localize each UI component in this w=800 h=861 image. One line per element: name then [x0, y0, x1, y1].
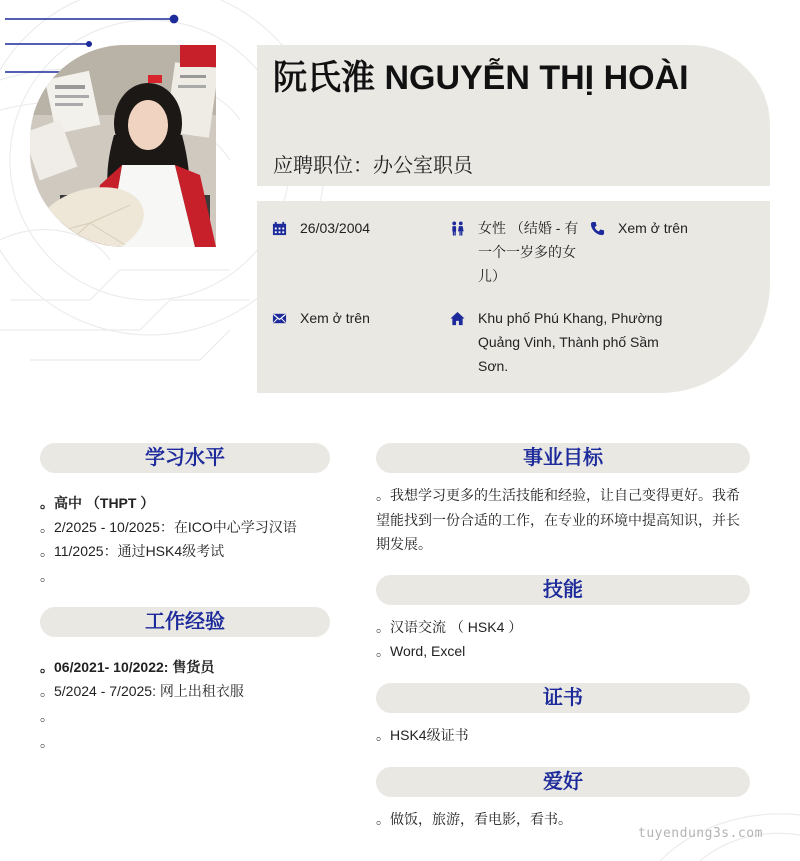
skills-list [376, 615, 750, 663]
list-item: 。 做饭，旅游，看电影，看书。 [376, 811, 572, 827]
calendar-icon [272, 216, 300, 240]
home-icon [450, 306, 478, 378]
phone-text: Xem ở trên [618, 220, 688, 236]
gender-text: 女性 （结婚 - 有一个一岁多的女儿） [478, 220, 579, 284]
hobbies-title: 爱好 [376, 767, 750, 797]
address-text: Khu phố Phú Khang, Phường Quảng Vinh, Thành phố Sầm Sơn. [478, 310, 663, 374]
list-item: 。 Word, Excel [376, 643, 466, 659]
birthdate-text: 26/03/2004 [300, 220, 371, 236]
skills-title: 技能 [376, 575, 750, 605]
info-gender [450, 216, 586, 288]
applied-position: 应聘职位：办公室职员 [273, 155, 473, 177]
envelope-icon [272, 306, 300, 330]
empty-list-item: 。 [40, 708, 54, 724]
list-item: 。 06/2021- 10/2022: 售货员 [40, 659, 215, 675]
list-item: 。 5/2024 - 7/2025: 网上出租衣服 [40, 683, 244, 699]
info-birthdate [272, 216, 432, 240]
experience-list [40, 655, 330, 755]
education-title: 学习水平 [40, 443, 330, 473]
objective-title: 事业目标 [376, 443, 750, 473]
list-item: 。 2/2025 - 10/2025：在ICO中心学习汉语 [40, 519, 297, 535]
profile-photo [30, 45, 216, 247]
phone-icon [590, 216, 618, 240]
header-panel [257, 45, 770, 186]
people-icon [450, 216, 478, 288]
info-email [272, 306, 432, 330]
watermark: tuyendung3s.com [638, 826, 763, 841]
email-text: Xem ở trên [300, 310, 370, 326]
info-phone [590, 216, 720, 240]
empty-list-item: 。 [40, 734, 54, 750]
info-address [450, 306, 670, 378]
education-list [40, 491, 330, 589]
objective-text: 。我想学习更多的生活技能和经验，让自己变得更好。我希望能找到一份合适的工作，在专业的环境中提高知识，并长期发展。 [376, 487, 740, 552]
certificates-list [376, 723, 750, 747]
list-item: 。 高中 （THPT ） [40, 495, 155, 511]
candidate-name: 阮氏淮 NGUYỄN THỊ HOÀI [273, 59, 689, 97]
list-item: 。 11/2025：通过HSK4级考试 [40, 543, 225, 559]
experience-title: 工作经验 [40, 607, 330, 637]
empty-list-item: 。 [40, 568, 54, 584]
certificates-title: 证书 [376, 683, 750, 713]
list-item: 。 HSK4级证书 [376, 727, 469, 743]
list-item: 。 汉语交流 （ HSK4 ） [376, 619, 523, 635]
